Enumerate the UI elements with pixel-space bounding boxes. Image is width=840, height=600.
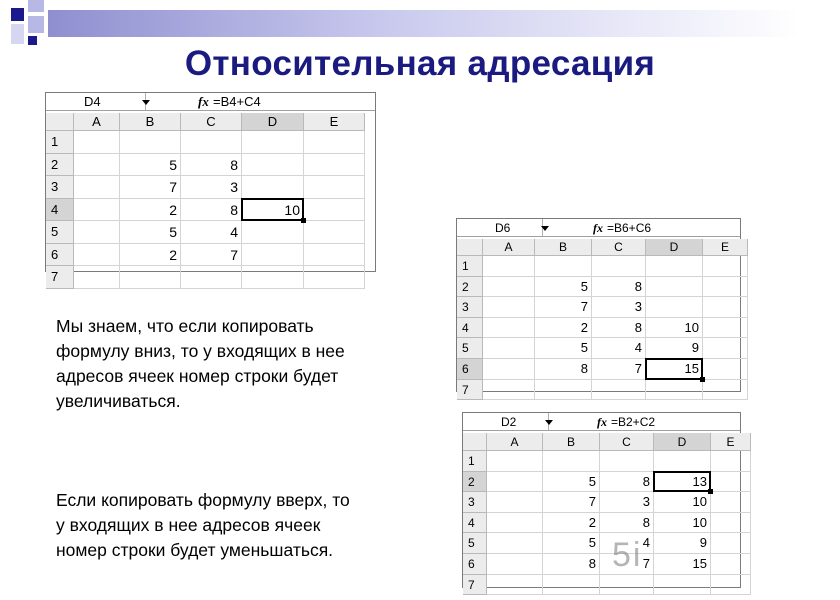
formula-input[interactable]: =B2+C2 [611,415,656,429]
text-line: номер строки будет уменьшаться. [56,540,334,560]
cell-c5[interactable]: 4 [181,221,242,244]
cell-a3[interactable] [483,297,535,318]
column-header-e[interactable]: E [304,113,365,131]
row-header-6[interactable]: 6 [463,554,487,575]
cell-a3[interactable] [487,492,543,513]
cell-b4[interactable]: 2 [543,513,600,534]
cell-b6[interactable]: 2 [120,244,181,267]
cell-e3[interactable] [304,176,365,199]
cell-c5[interactable]: 4 [592,338,646,359]
cell-a5[interactable] [74,221,120,244]
cell-d3[interactable] [242,176,304,199]
header-gradient-bar [48,10,800,37]
name-box-value: D6 [495,221,511,235]
cell-e1[interactable] [711,451,751,472]
text-line: Если копировать формулу вверх, то [56,490,350,510]
cell-c6[interactable]: 7 [600,554,654,575]
text-line: адресов ячеек номер строки будет [56,366,339,386]
cell-b7[interactable] [120,266,181,289]
cell-a2[interactable] [483,277,535,298]
row-header-1[interactable]: 1 [457,256,483,277]
cell-d4[interactable]: 10 [242,199,304,222]
cell-c1[interactable] [181,131,242,154]
dropdown-arrow-icon[interactable] [545,420,553,425]
cell-d7[interactable] [646,380,703,401]
cell-e3[interactable] [703,297,748,318]
row-header-7[interactable]: 7 [457,380,483,401]
cell-d1[interactable] [654,451,711,472]
formula-input[interactable]: =B6+C6 [607,221,652,235]
row-header-2[interactable]: 2 [46,154,74,177]
row-header-3[interactable]: 3 [46,176,74,199]
column-header-e[interactable]: E [711,433,751,451]
column-header-e[interactable]: E [703,239,748,256]
cell-a2[interactable] [487,472,543,493]
cell-d5[interactable]: 9 [646,338,703,359]
name-box[interactable] [463,413,549,430]
cell-e4[interactable] [304,199,365,222]
row-header-5[interactable]: 5 [457,338,483,359]
cell-b6[interactable]: 8 [535,359,592,380]
text-line: увеличиваться. [56,391,181,411]
row-header-6[interactable]: 6 [457,359,483,380]
cell-c6[interactable]: 7 [592,359,646,380]
cell-c2[interactable]: 8 [600,472,654,493]
column-header-d[interactable]: D [646,239,703,256]
cell-e1[interactable] [703,256,748,277]
column-header-d[interactable]: D [654,433,711,451]
cell-b2[interactable]: 5 [535,277,592,298]
row-header-2[interactable]: 2 [457,277,483,298]
cell-b7[interactable] [543,575,600,596]
cell-e6[interactable] [711,554,751,575]
cell-d5[interactable]: 9 [654,533,711,554]
text-line: Мы знаем, что если копировать [56,316,314,336]
fill-handle[interactable] [301,218,306,223]
cell-a5[interactable] [483,338,535,359]
cell-c2[interactable]: 8 [181,154,242,177]
cell-a7[interactable] [483,380,535,401]
cell-d6[interactable] [242,244,304,267]
cell-b5[interactable]: 5 [535,338,592,359]
cell-d4[interactable]: 10 [654,513,711,534]
cell-b4[interactable]: 2 [535,318,592,339]
cell-e1[interactable] [304,131,365,154]
cell-d5[interactable] [242,221,304,244]
cell-b2[interactable]: 5 [120,154,181,177]
formula-bar [457,219,740,237]
cell-e7[interactable] [703,380,748,401]
decor-square-navy [11,8,24,21]
fx-icon[interactable]: fx [597,415,607,429]
watermark-logo: 5i [612,536,643,574]
cell-a3[interactable] [74,176,120,199]
cell-e2[interactable] [703,277,748,298]
name-box-value: D2 [501,415,517,429]
cell-c7[interactable] [592,380,646,401]
row-header-5[interactable]: 5 [46,221,74,244]
column-header-a[interactable]: A [487,433,543,451]
cell-c3[interactable]: 3 [592,297,646,318]
cell-a6[interactable] [74,244,120,267]
decor-square-lavender [28,0,44,12]
cell-d3[interactable]: 10 [654,492,711,513]
spreadsheet-d4 [45,92,376,284]
cell-c1[interactable] [592,256,646,277]
fx-icon[interactable]: fx [198,94,209,109]
row-header-3[interactable]: 3 [457,297,483,318]
cell-a1[interactable] [74,131,120,154]
cell-b3[interactable]: 7 [120,176,181,199]
row-header-5[interactable]: 5 [463,533,487,554]
row-header-7[interactable]: 7 [463,575,487,596]
cell-d6[interactable]: 15 [646,359,703,380]
select-all-corner[interactable] [46,113,74,131]
select-all-corner[interactable] [463,433,487,451]
cell-c4[interactable]: 8 [181,199,242,222]
row-header-4[interactable]: 4 [457,318,483,339]
cell-c4[interactable]: 8 [600,513,654,534]
cell-a7[interactable] [74,266,120,289]
dropdown-arrow-icon[interactable] [142,100,150,105]
cell-e2[interactable] [711,472,751,493]
cell-a4[interactable] [74,199,120,222]
column-header-c[interactable]: C [592,239,646,256]
cell-b3[interactable]: 7 [535,297,592,318]
name-box-value: D4 [84,94,101,109]
cell-c2[interactable]: 8 [592,277,646,298]
text-line: у входящих в нее адресов ячеек [56,515,321,535]
cell-a7[interactable] [487,575,543,596]
row-header-1[interactable]: 1 [463,451,487,472]
cell-b1[interactable] [120,131,181,154]
cell-d1[interactable] [242,131,304,154]
cell-b4[interactable]: 2 [120,199,181,222]
cell-c5[interactable]: 4 [600,533,654,554]
dropdown-arrow-icon[interactable] [541,226,549,231]
row-header-1[interactable]: 1 [46,131,74,154]
cell-e3[interactable] [711,492,751,513]
column-header-b[interactable]: B [535,239,592,256]
cell-e6[interactable] [304,244,365,267]
column-header-b[interactable]: B [543,433,600,451]
cell-d1[interactable] [646,256,703,277]
spreadsheet-d6 [456,218,741,397]
decor-square-lavender [28,16,44,33]
cell-d2[interactable]: 13 [654,472,711,493]
cell-e5[interactable] [711,533,751,554]
formula-input[interactable]: =B4+C4 [213,94,261,109]
cell-d2[interactable] [646,277,703,298]
row-header-6[interactable]: 6 [46,244,74,267]
cell-a5[interactable] [487,533,543,554]
cell-b5[interactable]: 5 [543,533,600,554]
decor-square-light [11,24,24,44]
cell-e6[interactable] [703,359,748,380]
cell-a1[interactable] [487,451,543,472]
row-header-4[interactable]: 4 [463,513,487,534]
cell-d7[interactable] [654,575,711,596]
cell-b3[interactable]: 7 [543,492,600,513]
cell-b6[interactable]: 8 [543,554,600,575]
cell-e7[interactable] [711,575,751,596]
column-header-d[interactable]: D [242,113,304,131]
formula-bar [46,93,375,111]
cell-e4[interactable] [703,318,748,339]
page-title: Относительная адресация [184,44,656,83]
column-header-a[interactable]: A [483,239,535,256]
column-header-c[interactable]: C [181,113,242,131]
formula-bar [463,413,740,431]
cell-e4[interactable] [711,513,751,534]
name-box[interactable] [457,219,543,236]
cell-d7[interactable] [242,266,304,289]
cell-c4[interactable]: 8 [592,318,646,339]
column-header-c[interactable]: C [600,433,654,451]
cell-d3[interactable] [646,297,703,318]
cell-c6[interactable]: 7 [181,244,242,267]
cell-b2[interactable]: 5 [543,472,600,493]
cell-d2[interactable] [242,154,304,177]
cell-c7[interactable] [181,266,242,289]
cell-a4[interactable] [483,318,535,339]
cell-b7[interactable] [535,380,592,401]
row-header-7[interactable]: 7 [46,266,74,289]
row-header-2[interactable]: 2 [463,472,487,493]
cell-e7[interactable] [304,266,365,289]
fill-handle[interactable] [700,377,705,382]
cell-a6[interactable] [483,359,535,380]
cell-a1[interactable] [483,256,535,277]
fx-icon[interactable]: fx [593,221,603,235]
cell-a4[interactable] [487,513,543,534]
cell-b1[interactable] [543,451,600,472]
text-copy-up [56,488,416,563]
row-header-4[interactable]: 4 [46,199,74,222]
fill-handle[interactable] [708,489,713,494]
cell-d4[interactable]: 10 [646,318,703,339]
select-all-corner[interactable] [457,239,483,256]
cell-b5[interactable]: 5 [120,221,181,244]
cell-a2[interactable] [74,154,120,177]
cell-e2[interactable] [304,154,365,177]
cell-c3[interactable]: 3 [600,492,654,513]
row-header-3[interactable]: 3 [463,492,487,513]
cell-c3[interactable]: 3 [181,176,242,199]
cell-d6[interactable]: 15 [654,554,711,575]
text-line: формулу вниз, то у входящих в нее [56,341,345,361]
column-header-a[interactable]: A [74,113,120,131]
cell-a6[interactable] [487,554,543,575]
cell-b1[interactable] [535,256,592,277]
cell-c7[interactable] [600,575,654,596]
cell-e5[interactable] [304,221,365,244]
cell-e5[interactable] [703,338,748,359]
text-copy-down [56,314,416,414]
column-header-b[interactable]: B [120,113,181,131]
spreadsheet-d2 [462,412,741,592]
cell-c1[interactable] [600,451,654,472]
name-box[interactable] [46,93,146,110]
